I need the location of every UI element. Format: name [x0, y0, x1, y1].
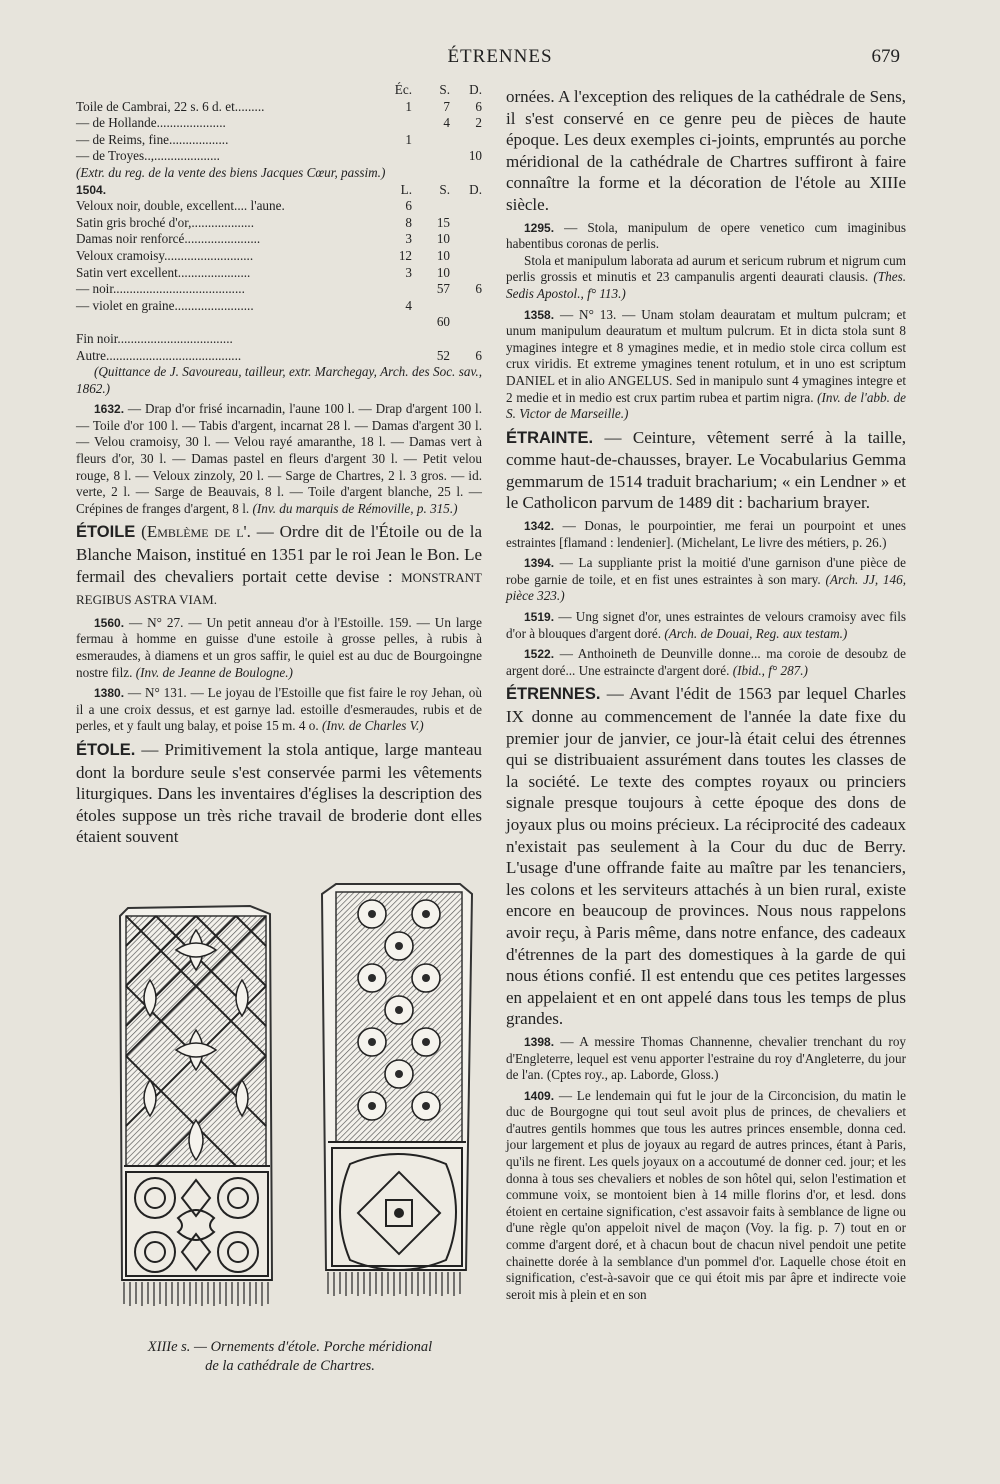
left-column [76, 82, 482, 848]
item-label: — violet en graine........................ [76, 297, 254, 313]
value: 2 [475, 115, 482, 131]
item-label: — de Hollande..................... [76, 115, 226, 131]
price-row [76, 331, 482, 348]
value: 4 [443, 115, 450, 131]
value: 10 [468, 148, 482, 164]
year-label: 1295. [524, 220, 555, 235]
entry-text: — La suppliante prist la moitié d'une garnison d'une pièce de robe garnie de toile, et en fist unes estraintes à son mary. [506, 555, 906, 587]
price-row [76, 198, 482, 215]
col-head: S. [439, 82, 450, 97]
item-label: Autre......................................... [76, 347, 242, 363]
col-head: S. [439, 181, 450, 197]
entry-text: — Ordre dit de l'Étoile ou de la Blanche Maison, institué en 1351 par le roi Jean le Bon. Le fermail des chevaliers portait cette devise : [76, 522, 483, 586]
caption-line: de la cathédrale de Chartres. [205, 1358, 375, 1374]
entry-subheading: (Emblème de l'. [141, 522, 251, 542]
source-citation: (Thes. Sedis Apostol., f° 113.) [506, 269, 906, 301]
item-label: — noir........................................ [76, 281, 245, 297]
entry-1358 [506, 307, 906, 423]
price-row [76, 281, 482, 298]
entry-text: — N° 131. — Le joyau de l'Estoille que fist faire le roy Jehan, où il a une croix dessus, et est garnye lad. estoille d'esmeraudes, rubis et de perles, et y fault ung balay, et poise 15 m. 4 o. [76, 685, 482, 734]
entry-1295 [506, 220, 906, 253]
article-etrennes [506, 683, 906, 1030]
year-label: 1380. [94, 686, 125, 701]
value: 10 [436, 231, 450, 247]
year-label: 1409. [524, 1088, 555, 1103]
source-citation: (Arch. de Douai, Reg. aux testam.) [664, 625, 848, 641]
entry-1409 [506, 1088, 906, 1304]
right-stole [322, 884, 472, 1296]
entry-1560 [76, 615, 482, 681]
value: 6 [405, 198, 412, 214]
entry-1522 [506, 646, 906, 679]
year-label: 1522. [524, 647, 555, 662]
source-citation: (Inv. du marquis de Rémoville, p. 315.) [252, 500, 458, 516]
year-label: 1504. [76, 182, 107, 197]
year-label: 1632. [94, 402, 125, 417]
year-label: 1358. [524, 307, 555, 322]
source-citation: (Inv. de l'abb. de S. Victor de Marseille.) [506, 389, 906, 422]
entry-text: — Anthoineth de Deunville donne... ma coroie de desoubz de argent doré... Une estraincte d'argent doré. [506, 646, 907, 678]
value: 52 [436, 347, 450, 363]
devise-text: MONSTRANT REGIBUS ASTRA VIAM. [76, 569, 482, 608]
value: 12 [398, 247, 412, 263]
price-row [76, 248, 482, 265]
entry-text: — Le lendemain qui fut le jour de la Circoncision, du matin le duc de Bourgogne qui tout seul avoit plus de princes, de chevaliers et d'autres gentils hommes que tous les autres princes ensemble, donna ced. jour largement et plus de joyaux au regard de autres princes, étant à Paris, qu'ils ne firent. Les quels joyaux on a accoutumé de donner ced. jour; et les donna à tous ses chevaliers et nobles de son hôtel qui, selon l'estimation et commune voix, se montoient bien à 14 mille florins d'or, et lesd. dons étoient en certaine signification, c'est assavoir faits à semblance de ligne ou d'une règle qu'on appeloit nivel de maçon (Voy. la fig. p. 7) tout en or comme d'argent doré, et à chacun bout de chacun nivel pendoit une petite chainette dorée à la semblance d'un pommel d'or. Laquelle chose étoit en signification, c'est-à-savoir que ce qui étoit mis par âpre et indirecte voie seroit mis à plein et en son [506, 1087, 906, 1302]
col-head: L. [400, 181, 412, 197]
value: 57 [436, 281, 450, 297]
value: 7 [443, 98, 450, 114]
price-row [76, 265, 482, 282]
price-row [76, 99, 482, 116]
item-label: Veloux noir, double, excellent.... l'aune. [76, 198, 285, 214]
running-head: ÉTRENNES [447, 46, 553, 67]
figure-caption [90, 1338, 490, 1376]
value: 8 [405, 214, 412, 230]
price-col-heads [76, 82, 482, 99]
entry-text: — Donas, le pourpointier, me ferai un pourpoint et unes estraintes [flamand : lendenier]. (Michelant, Le livre des métiers, p. 26.) [506, 518, 906, 550]
entry-heading: ÉTRAINTE. [506, 428, 594, 447]
item-label: — de Reims, fine.................. [76, 131, 229, 147]
value: 10 [436, 247, 450, 263]
source-citation: (Arch. JJ, 146, pièce 323.) [506, 571, 907, 604]
entry-text: — Ung signet d'or, unes estraintes de velours cramoisy avec fils d'or à blouques d'argent doré. [506, 609, 906, 641]
item-label: — de Troyes..,.................... [76, 148, 220, 164]
article-etrainte [506, 427, 906, 514]
price-row [76, 298, 482, 315]
entry-heading: ÉTOLE. [76, 740, 136, 759]
stole-illustration [100, 880, 490, 1350]
entry-text: — N° 27. — Un petit anneau d'or à l'Estoille. 159. — Un large fermau à homme en guisse d'une estoile à grosse pelles, à rubis à esmeraudes, à diamens et un gros saffir, le quiel est au duc de Bourgoingne nostre filz. [76, 614, 482, 680]
col-head: D. [469, 181, 482, 197]
entry-1632 [76, 401, 482, 517]
year-label: 1560. [94, 615, 125, 630]
entry-1519 [506, 609, 906, 642]
entry-text: — A messire Thomas Channenne, chevalier trenchant du roy d'Engleterre, lequel est venu apporter l'estraine du roy d'Angleterre, du jour de l'an. (Cptes roy., ap. Laborde, Gloss.) [506, 1033, 907, 1083]
col-head: D. [469, 82, 482, 97]
right-column [506, 86, 906, 1303]
price-row [76, 314, 482, 331]
item-label: Toile de Cambrai, 22 s. 6 d. et......... [76, 98, 265, 114]
value: 4 [405, 297, 412, 313]
year-label: 1519. [524, 610, 555, 625]
value: 6 [475, 281, 482, 297]
value: 10 [436, 264, 450, 280]
caption-line: XIIIe s. — Ornements d'étole. Porche méridional [147, 1339, 433, 1355]
source-citation: (Extr. du reg. de la vente des biens Jacques Cœur, passim.) [76, 164, 386, 180]
item-label: Satin gris broché d'or,................... [76, 214, 255, 230]
value: 6 [475, 347, 482, 363]
value: 6 [475, 98, 482, 114]
value: 60 [436, 314, 450, 330]
item-label: Veloux cramoisy........................... [76, 247, 254, 263]
left-stole [120, 906, 272, 1306]
value: 1 [405, 131, 412, 147]
stole-engraving [100, 880, 490, 1340]
source-citation: (Inv. de Charles V.) [321, 718, 424, 734]
col-head: Éc. [394, 82, 412, 97]
item-label: Fin noir................................... [76, 330, 233, 346]
price-col-heads [76, 182, 482, 199]
entry-1394 [506, 555, 906, 605]
entry-text: — Avant l'édit de 1563 par lequel Charles IX donne au commencement de l'année la date fixe du premier jour de janvier, ce jour-là était celui des étrennes qui se distribuaient assurément dans toutes les classes de la société. Le texte des comptes royaux ou princiers signale presque toujours à cette époque des dons de joyaux plus ou moins précieux. La réciprocité des cadeaux n'existait pas seulement à la Cour du duc de Berry. L'usage d'une offrande faite au maître par les tenanciers, les colons et les serviteurs attachés à un bien rural, existe encore en beaucoup de provinces. Nous nous rappelons avoir reçu, à Paris même, dans notre enfance, des cadeaux d'étrennes de la part des domestiques à la garde de qui nous étions confié. Il est entendu que ces petites largesses en appelaient et en ont appelé dans tous les temps de plus grandes. [506, 684, 907, 1029]
page-number: 679 [871, 46, 900, 67]
item-label: Damas noir renforcé....................... [76, 231, 261, 247]
year-label: 1394. [524, 556, 555, 571]
price-row [76, 215, 482, 232]
source-citation: (Inv. de Jeanne de Boulogne.) [135, 664, 293, 680]
year-label: 1342. [524, 519, 555, 534]
entry-1295-b [506, 253, 906, 303]
source-citation: (Quittance de J. Savoureau, tailleur, extr. Marchegay, Arch. des Soc. sav., 1862.) [76, 364, 482, 396]
value: 3 [405, 231, 412, 247]
article-etoile [76, 521, 482, 610]
price-row [76, 132, 482, 149]
entry-1398 [506, 1034, 906, 1084]
entry-heading: ÉTRENNES. [506, 685, 601, 704]
entry-text: — Drap d'or frisé incarnadin, l'aune 100 l. — Drap d'argent 100 l. — Toile d'or 100 l. — Tabis d'argent, incarnat 28 l. — Damas d'argent 30 l. — Velou cramoisy, 30 l. — Velou rayé amaranthe, 18 l. — Damas vert à fleurs d'or, 30 l. — Damas pastel en fleurs d'argent 30 l. — Petit velou rouge, 8 l. — Veloux zinzoly, 20 l. — Sarge de Chartres, 2 l. 3 gros. — id. verte, 2 l. — Sarge de Beauvais, 8 l. — Toile d'argent blanche, 25 l. — Crépines de franges d'argent, 8 l. [76, 401, 483, 516]
paragraph-ornees: ornées. A l'exception des reliques de la cathédrale de Sens, il s'est conservé en ce genre peu de pièces de haute époque. Les deux exemples ci-joints, empruntés au porche méridional de la cathédrale de Chartres suffiront à faire connaître la forme et la décoration de l'étole au XIIIe siècle. [506, 87, 906, 214]
entry-1342 [506, 518, 906, 551]
entry-text: — Stola, manipulum de opere venetico cum imaginibus habentibus coronas de perlis. [506, 219, 906, 252]
entry-heading: ÉTOILE [76, 523, 136, 542]
source-citation: (Ibid., f° 287.) [732, 662, 808, 678]
year-label: 1398. [524, 1034, 555, 1049]
price-row [76, 115, 482, 132]
price-row [76, 231, 482, 248]
value: 3 [405, 264, 412, 280]
entry-1380 [76, 685, 482, 735]
item-label: Satin vert excellent...................... [76, 264, 251, 280]
value: 1 [405, 98, 412, 114]
entry-text: — Primitivement la stola antique, large manteau dont la bordure seule s'est conservée parmi les vêtements liturgiques. Dans les inventaires d'églises la description des étoles suppose un très riche travail de broderie dont elles étaient souvent [76, 739, 482, 847]
entry-text: Stola et manipulum laborata ad aurum et sericum rubrum et nigrum cum perlis grossis et minutis et 23 campanulis argenti deaurati clausis. [506, 252, 906, 285]
entry-text: — N° 13. — Unam stolam deauratam et multum pulcram; et unum manipulum deauratum et multum pulcrum. Et in dicta stola sunt 8 ymagines integre et 8 ymagines medie, et in medio stole circa collum est crux viridis. Et extreme ymagines tenent rotulum, et in uno est scriptum DANIEL et in alio ANGELUS. Sed in manipulo sunt 4 ymagines integre et 2 medie et in medio est crux partim rubea et partim nigra. [506, 306, 906, 405]
article-etole [76, 739, 482, 848]
entry-text: — Ceinture, vêtement serré à la taille, comme haut-de-chausses, brayer. Le Vocabularius Gemma gemmarum de 1514 traduit bracharium; « ein Lendner » et le Catholicon parvum de 1489 dit : bacharium brayer. [506, 427, 906, 513]
value: 15 [436, 214, 450, 230]
price-row [76, 348, 482, 365]
price-row [76, 148, 482, 165]
